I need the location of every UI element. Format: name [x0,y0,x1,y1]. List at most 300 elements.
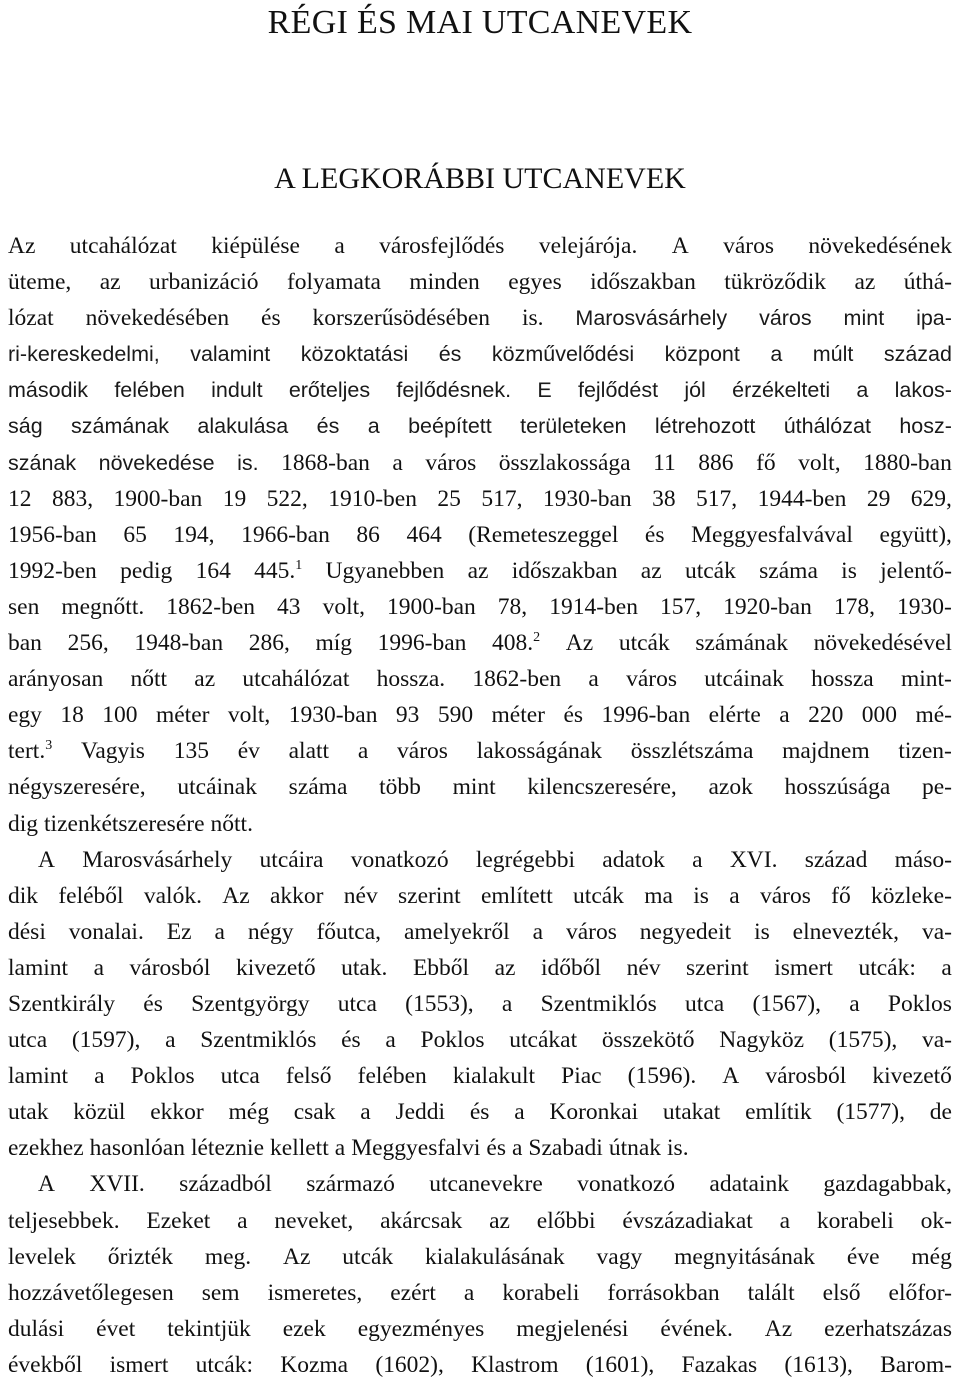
word: (1613), [784,1351,853,1378]
word: század [883,342,952,367]
word: mint- [900,666,952,693]
word: (1596). [627,1063,697,1090]
word: a [729,882,740,909]
word: Klastrom [471,1351,559,1378]
text-line [8,733,952,769]
word: a [779,1207,791,1234]
word: összlétszáma [630,738,754,765]
word: talált [747,1279,795,1306]
word: adatok [602,846,665,873]
word: a [588,666,599,693]
word: (1602), [375,1351,444,1378]
word: levelek [8,1243,76,1270]
word: is. [237,450,259,475]
word: méter [155,702,210,729]
word: 522, [266,485,308,512]
word: a [501,990,513,1017]
word: az [494,954,516,981]
word: jelentő- [880,557,952,584]
word: hossza. [376,666,446,693]
word: évet [96,1315,136,1342]
word: utak [8,1099,49,1126]
word: Poklos [420,1027,485,1054]
word: lózat [8,305,54,332]
text-line [8,1311,952,1347]
word: ismert [109,1351,169,1378]
word: és [438,342,462,367]
word: Poklos [130,1063,195,1090]
word: a [779,702,790,729]
word: a [514,1099,525,1126]
word: akárcsak [380,1207,463,1234]
word: városból [765,1063,847,1090]
word: számának [71,414,170,439]
word: is [754,918,770,945]
word: gazdagabbak, [823,1171,952,1198]
word: útnak [608,1135,662,1162]
word: volt, [798,449,841,476]
word: időből [541,954,602,981]
word: 629, [910,485,952,512]
word: (1575), [828,1027,898,1054]
word: Az [283,1243,311,1270]
word: 590 [437,702,474,729]
word: egy [8,702,42,729]
word: 78, [497,593,528,620]
word: meg. [204,1243,252,1270]
word: mé- [915,702,952,729]
word: a [385,1027,396,1054]
word: ipa- [916,306,952,331]
word: és [486,1135,506,1162]
word: kiépülése [211,233,300,259]
text-line [8,1022,952,1058]
word: ezekhez [8,1135,84,1162]
word: indult [211,378,263,403]
word: az [854,269,876,296]
word: Szabadi [528,1135,603,1162]
word: megjelenési [516,1315,629,1342]
word: számának [695,630,788,657]
word: még [911,1243,952,1270]
word: is [693,882,709,909]
word: 1966-ban [241,521,330,548]
word: név [626,954,661,981]
word: is. [667,1135,689,1162]
word: sen [8,593,40,620]
word: város [759,882,811,909]
word: közoktatási [300,342,409,367]
word: ekkor [150,1099,204,1126]
word: lakos- [894,378,952,403]
word: elérte [708,702,761,729]
word: Ebből [412,954,470,981]
word: előfor- [888,1279,952,1306]
word: az [194,666,216,693]
word: is [841,557,857,584]
word: dulási [8,1315,65,1342]
word: utca [337,990,377,1017]
word: ezerhatszázas [824,1315,952,1342]
word: A [671,233,689,259]
word: XVI. [729,846,778,873]
text-line [8,878,952,914]
word: és [316,414,340,439]
word: tükröződik [724,269,827,296]
word: Szentgyörgy [191,990,310,1017]
word: Barom- [880,1351,952,1378]
word: va- [921,1027,952,1054]
word: még [228,1099,269,1126]
word: (1577), [836,1099,905,1126]
word: a [392,449,403,476]
word: a [334,1135,346,1162]
word: mint [452,774,496,801]
word: 1996-ban [377,630,467,657]
text-line [8,842,952,878]
word: város [723,233,775,259]
word: négy [247,918,294,945]
word: egyezményes [357,1315,485,1342]
word: Vagyis [80,738,145,765]
word: növekedésével [813,630,952,657]
word: 883, [51,485,94,512]
word: ezért [390,1279,436,1306]
word: (1553), [405,990,474,1017]
word: felében [114,378,185,403]
word: utcahálózat [69,233,177,259]
word: a [214,918,225,945]
word: 65 [123,521,147,548]
word: 157, [659,593,702,620]
word: 1930-ban [542,485,632,512]
word: Az [565,630,594,657]
word: város [759,306,812,331]
word: és [469,1099,490,1126]
word: szának [8,450,77,475]
word: arányosan [8,666,104,693]
word: pedig [120,557,173,584]
word: 517, [481,485,523,512]
word: jól [684,378,706,403]
footnote-marker: 2 [533,630,541,646]
word: közművelődési [491,342,635,367]
word: A [38,1171,55,1198]
word: feléből [58,882,124,909]
word: a [463,1279,475,1306]
word: utcák: [858,954,916,981]
text-line [8,1275,952,1311]
word: 1900-ban [113,485,203,512]
word: megnőtt. [61,593,145,620]
text-line [8,264,952,300]
word: kellett [270,1135,329,1162]
word: 1868-ban [281,449,370,476]
word: 135 [173,738,209,765]
word: a [692,846,703,873]
text-line [8,336,952,372]
word: évének. [660,1315,733,1342]
word: korabeli [816,1207,894,1234]
word: a [360,1099,371,1126]
word: kivezető [872,1063,952,1090]
word: dik [8,882,39,909]
word: központ [664,342,740,367]
word: 25 [437,485,461,512]
word: az [489,1207,510,1234]
text-line [8,1058,952,1094]
word: század [804,846,868,873]
word: Az [8,233,36,259]
word: 1944-ben [757,485,847,512]
word: a [93,954,104,981]
word: négyszeresére, [8,774,146,801]
word: első [822,1279,861,1306]
word: kialakulásának [425,1243,565,1270]
word: teljesebbek. [8,1207,120,1234]
text-line [8,481,952,517]
word: utca [8,1027,48,1054]
word: vonatkozó [577,1171,676,1198]
word: a [770,342,783,367]
word: 12 [8,485,32,512]
word: 1914-ben [549,593,638,620]
word: ismert [774,954,833,981]
text-line [8,1347,952,1383]
word: 1956-ban [8,521,97,548]
word: urbanizáció [148,269,259,296]
word: területeken [520,414,627,439]
word: utcahálózat [242,666,350,693]
word: az [467,557,489,584]
text-line [8,914,952,950]
word: ban [8,630,42,657]
word: Ugyanebben [325,557,445,584]
word: legrégebbi [475,846,576,873]
word: máso- [894,846,952,873]
word: 1880-ban [863,449,952,476]
word: növekedése [98,450,215,475]
word: 19 [222,485,247,512]
word: évszázadiakat [622,1207,753,1234]
text-line [8,1166,952,1202]
word: fő [756,449,776,476]
word: beépített [408,414,492,439]
word: míg [315,630,353,657]
word: a [367,414,380,439]
word: A [722,1063,740,1090]
word: volt, [227,702,271,729]
word: dési [8,918,46,945]
word: 445.$^1$ [254,557,303,584]
word: lamint [8,1063,69,1090]
word: utca [220,1063,260,1090]
word: növekedésének [808,233,952,259]
word: Szentmiklós [200,1027,317,1054]
text-line [8,806,952,842]
word: összekötő [601,1027,695,1054]
text-line [8,769,952,805]
word: nőtt [130,666,168,693]
word: több [379,774,421,801]
word: második [8,378,89,403]
text-line [8,625,952,661]
word: ok- [920,1207,952,1234]
word: a [357,738,369,765]
word: 1862-ben [472,666,562,693]
word: 18 [60,702,84,729]
word: elnevezték, [792,918,900,945]
word: 1862-ben [166,593,256,620]
word: 178, [833,593,876,620]
word: ri-kereskedelmi, [8,342,160,367]
word: 464 [406,521,442,548]
text-line [8,445,952,481]
word: érzékelteti [732,378,831,403]
word: folyamata [286,269,381,296]
word: utcák [618,630,670,657]
word: utcáira [259,846,324,873]
word: Nagyköz [719,1027,805,1054]
word: valók. [143,882,202,909]
word: akkor [269,882,324,909]
text-line [8,1239,952,1275]
word: említik [745,1099,812,1126]
word: 286, [248,630,290,657]
word: ezek [282,1315,326,1342]
word: azok [708,774,753,801]
word: 256, [67,630,109,657]
word: Az [764,1315,793,1342]
word: 1992-ben [8,557,97,584]
word: közül [73,1099,126,1126]
word: 93 [395,702,420,729]
word: Ez [166,918,192,945]
word: város [565,918,617,945]
word: közleke- [871,882,952,909]
word: száma [288,774,348,801]
word: (1601), [585,1351,655,1378]
word: hosz- [899,414,952,439]
word: méter [491,702,546,729]
word: (Remeteszeggel [468,521,619,548]
word: Szentmiklós [540,990,657,1017]
word: Meggyesfalvával [691,521,853,548]
word: 11 [653,449,676,476]
body-text [8,228,952,1383]
word: korabeli [502,1279,580,1306]
word: adataink [709,1171,790,1198]
word: dig [8,810,39,837]
word: városból [129,954,211,981]
word: úthá- [903,269,952,296]
word: ság [8,414,43,439]
word: lamint [8,954,69,981]
text-line [8,228,952,264]
word: és [143,990,163,1017]
word: erőteljes [288,378,371,403]
word: utcáinak [177,774,257,801]
word: tizenkétszeresére [44,810,205,837]
word: századból [179,1171,272,1198]
word: 1996-ban [601,702,691,729]
word: és [563,702,584,729]
word: hasonlóan [89,1135,185,1162]
word: 164 [195,557,231,584]
word: Az [222,882,250,909]
word: 886 [698,449,734,476]
text-line [8,300,952,336]
word: (1567), [752,990,821,1017]
word: sem [201,1279,240,1306]
word: ismeretes, [267,1279,363,1306]
word: időszakban [590,269,696,296]
text-line [8,1203,952,1239]
text-line [8,589,952,625]
word: (1597), [71,1027,141,1054]
word: felső [285,1063,332,1090]
text-line [8,1094,952,1130]
word: valamint [190,342,271,367]
word: Ezeket [146,1207,211,1234]
word: Meggyesfalvi [351,1135,481,1162]
word: egyes [508,269,562,296]
word: üteme, [8,269,72,296]
word: alakulása [197,414,289,439]
word: Poklos [887,990,952,1017]
word: múlt [812,342,854,367]
text-line [8,372,952,408]
word: utakat [662,1099,721,1126]
word: és [644,521,665,548]
word: 100 [102,702,138,729]
word: fejlődést [577,378,659,403]
word: növekedésében [85,305,230,332]
word: nőtt. [210,810,253,837]
word: a [532,918,544,945]
word: megnyitásának [674,1243,816,1270]
word: alatt [288,738,330,765]
text-line [8,950,952,986]
word: va- [921,918,952,945]
word: az [99,269,121,296]
word: előbbi [536,1207,596,1234]
word: a [511,1135,523,1162]
word: majdnem [782,738,870,765]
word: korszerűsödésében [312,305,491,332]
word: minden [409,269,480,296]
word: 220 [808,702,844,729]
word: a [94,1063,105,1090]
text-line [8,408,952,444]
word: pe- [921,774,952,801]
word: Fazakas [681,1351,758,1378]
word: neveket, [274,1207,354,1234]
word: utcanevekre [429,1171,543,1198]
word: utcák [684,557,736,584]
word: A [38,846,55,873]
word: mint [843,306,885,331]
word: a [237,1207,248,1234]
word: származó [306,1171,395,1198]
text-line [8,1130,952,1166]
word: lakosságának [476,738,602,765]
word: de [929,1099,952,1126]
word: a [334,233,345,259]
word: év [237,738,260,765]
word: 1930-ban [288,702,378,729]
word: vonalai. [68,918,144,945]
